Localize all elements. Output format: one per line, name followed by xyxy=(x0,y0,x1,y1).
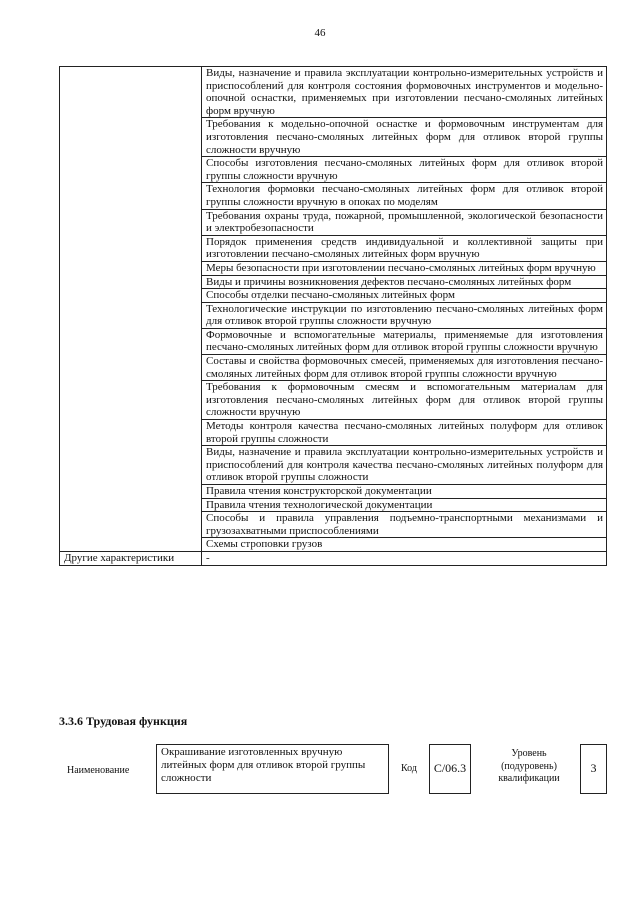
requirement-cell: Составы и свойства формовочных смесей, применяемых для изготовления песчано-смоляных литейных форм для отливок второй группы сложности вручную xyxy=(202,355,607,381)
requirements-table xyxy=(59,66,607,566)
requirement-cell: Технология формовки песчано-смоляных литейных форм для отливок второй группы сложности вручную в опоках по моделям xyxy=(202,183,607,209)
level-label-line: квалификации xyxy=(498,773,560,784)
requirement-cell: Требования к модельно-опочной оснастке и формовочным инструментам для изготовления песчано-смоляных литейных форм для отливок второй группы сложности вручную xyxy=(202,118,607,157)
requirement-cell: Схемы строповки грузов xyxy=(202,538,607,552)
table-row xyxy=(60,551,607,565)
level-label-line: (подуровень) xyxy=(501,760,557,772)
requirement-cell: Виды, назначение и правила эксплуатации контрольно-измерительных устройств и приспособлений для контроля качества песчано-смоляных литейных полуформ для отливок второй группы сложности xyxy=(202,446,607,485)
function-name-box: Окрашивание изготовленных вручную литейных форм для отливок второй группы сложности xyxy=(156,744,389,794)
page-number: 46 xyxy=(314,27,326,39)
table-row xyxy=(60,67,607,118)
requirement-cell: Меры безопасности при изготовлении песчано-смоляных литейных форм вручную xyxy=(202,261,607,275)
requirement-cell: Виды и причины возникновения дефектов песчано-смоляных литейных форм xyxy=(202,275,607,289)
requirement-cell: Правила чтения конструкторской документации xyxy=(202,485,607,499)
code-label: Код xyxy=(401,763,417,774)
qualification-level-box: 3 xyxy=(580,744,607,794)
requirement-cell: Способы изготовления песчано-смоляных литейных форм для отливок второй группы сложности вручную xyxy=(202,157,607,183)
requirements-table-body xyxy=(60,67,607,566)
requirement-cell: Порядок применения средств индивидуальной и коллективной защиты при изготовлении песчано-смоляных литейных форм вручную xyxy=(202,235,607,261)
requirement-cell: Формовочные и вспомогательные материалы, применяемые для изготовления песчано-смоляных литейных форм для отливок второй группы сложности вручную xyxy=(202,328,607,354)
qualification-level-label xyxy=(488,748,570,786)
requirement-cell: Технологические инструкции по изготовлению песчано-смоляных литейных форм для отливок второй группы сложности вручную xyxy=(202,302,607,328)
row-label-cell xyxy=(60,67,202,552)
requirement-cell: Способы и правила управления подъемно-транспортными механизмами и грузозахватными приспособлениями xyxy=(202,512,607,538)
requirement-cell: Правила чтения технологической документации xyxy=(202,498,607,512)
requirement-cell: - xyxy=(202,551,607,565)
section-heading: 3.3.6 Трудовая функция xyxy=(59,714,188,728)
row-label-cell: Другие характеристики xyxy=(60,551,202,565)
requirement-cell: Способы отделки песчано-смоляных литейных форм xyxy=(202,289,607,303)
level-label-line: Уровень xyxy=(511,748,547,759)
name-label: Наименование xyxy=(67,765,130,776)
requirement-cell: Виды, назначение и правила эксплуатации контрольно-измерительных устройств и приспособлений для контроля состояния формовочных инструментов и модельно-опочной оснастки, применяемых при изготовлении песчано-смоляных литейных форм вручную xyxy=(202,67,607,118)
requirement-cell: Требования к формовочным смесям и вспомогательным материалам для изготовления песчано-смоляных литейных форм для отливок второй группы сложности вручную xyxy=(202,381,607,420)
function-code-box: С/06.3 xyxy=(429,744,471,794)
requirement-cell: Требования охраны труда, пожарной, промышленной, экологической безопасности и электробезопасности xyxy=(202,209,607,235)
requirement-cell: Методы контроля качества песчано-смоляных литейных полуформ для отливок второй группы сложности xyxy=(202,420,607,446)
